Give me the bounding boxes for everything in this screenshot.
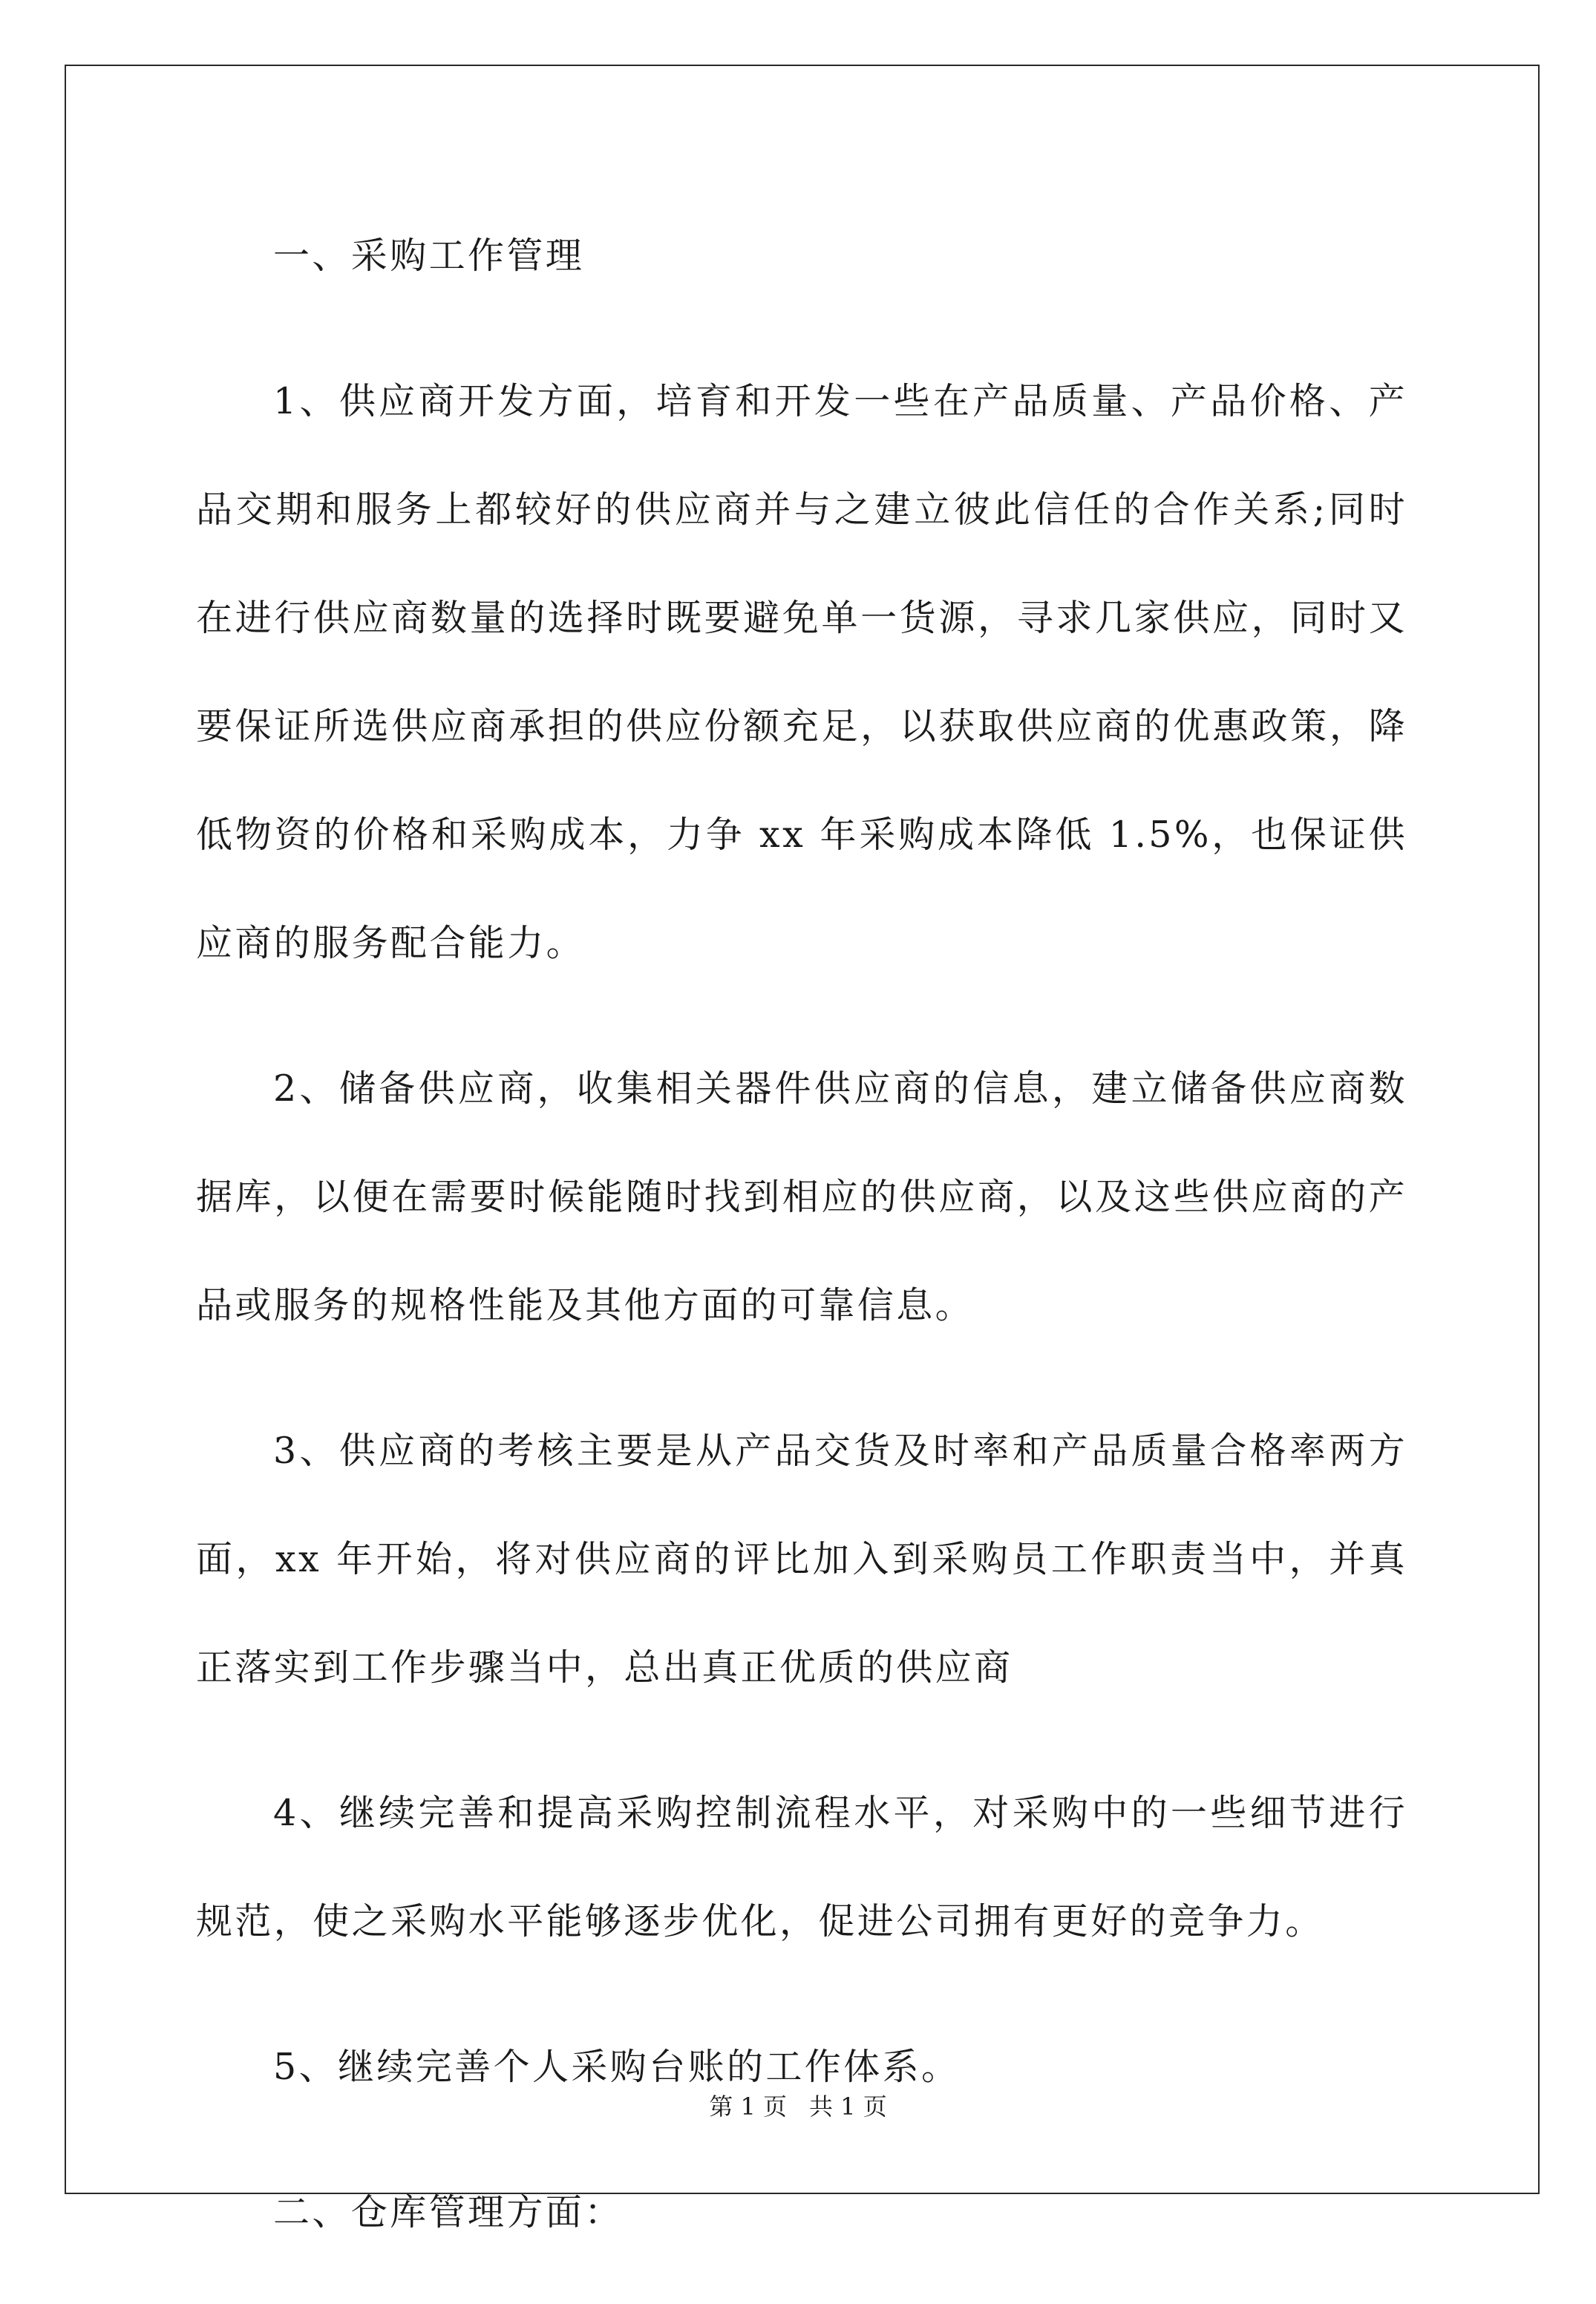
paragraph-item-2: 2、储备供应商，收集相关器件供应商的信息，建立储备供应商数据库，以便在需要时候能随时找到相应的供应商，以及这些供应商的产品或服务的规格性能及其他方面的可靠信息。	[196, 1067, 1407, 1326]
paragraph-item-3: 3、供应商的考核主要是从产品交货及时率和产品质量合格率两方面，xx 年开始，将对供应商的评比加入到采购员工作职责当中，并真正落实到工作步骤当中，总出真正优质的供应商	[196, 1430, 1407, 1689]
page-total: 共 1 页	[809, 2092, 887, 2121]
section-heading-warehouse: 二、仓库管理方面：	[273, 2191, 624, 2233]
paragraph-item-1: 1、供应商开发方面，培育和开发一些在产品质量、产品价格、产品交期和服务上都较好的供应商并与之建立彼此信任的合作关系;同时在进行供应商数量的选择时既要避免单一货源，寻求几家供应，同时又要保证所选供应商承担的供应份额充足，以获取供应商的优惠政策，降低物资的价格和采购成本，力争 xx 年采购成本降低 1.5%，也保证供应商的服务配合能力。	[196, 380, 1407, 964]
paragraph-item-4: 4、继续完善和提高采购控制流程水平，对采购中的一些细节进行规范，使之采购水平能够逐步优化，促进公司拥有更好的竞争力。	[196, 1792, 1407, 1943]
section-heading-procurement: 一、采购工作管理	[273, 235, 585, 277]
page-number: 第 1 页	[709, 2092, 787, 2121]
document-body	[196, 202, 1407, 2304]
page-footer	[0, 2092, 1596, 2121]
paragraph-item-5: 5、继续完善个人采购台账的工作体系。	[273, 2046, 961, 2088]
